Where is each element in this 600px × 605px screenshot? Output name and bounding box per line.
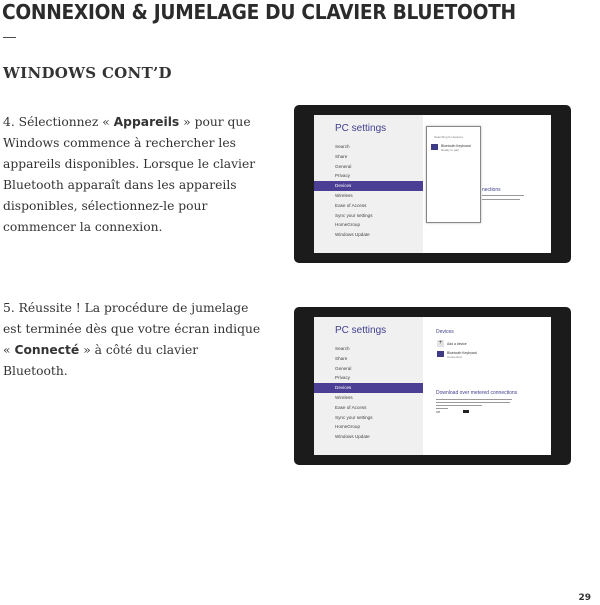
settings-menu — [314, 142, 423, 240]
menu-item-general[interactable]: General — [335, 163, 352, 169]
metered-heading-partial: nections — [482, 187, 501, 193]
menu-item-windows-update[interactable]: Windows Update — [335, 434, 370, 440]
settings-menu — [314, 344, 423, 442]
menu-item-devices[interactable]: Devices — [314, 383, 423, 393]
menu-item-sync[interactable]: Sync your settings — [335, 212, 373, 218]
keyboard-icon — [431, 144, 438, 150]
popup-device-name[interactable]: Bluetooth Keyboard — [441, 144, 471, 148]
step-4-rest: » pour que Windows commence à rechercher les appareils disponibles. Lorsque le clavier Bluetooth apparaît dans les appareils disponibles, sélectionnez-le pour commencer la connexion. — [3, 115, 256, 234]
menu-item-devices[interactable]: Devices — [314, 181, 423, 191]
metered-text-line — [436, 399, 512, 400]
keyboard-icon — [437, 351, 444, 357]
pc-settings-screen — [314, 317, 551, 455]
menu-item-ease-of-access[interactable]: Ease of Access — [335, 404, 367, 410]
step-4-bold: Appareils — [113, 115, 180, 129]
menu-item-homegroup[interactable]: HomeGroup — [335, 424, 361, 430]
metered-text-line — [482, 199, 520, 200]
step-4-lead: 4. Sélectionnez « — [3, 115, 114, 129]
menu-item-wireless[interactable]: Wireless — [335, 394, 353, 400]
metered-text-line — [436, 405, 482, 406]
menu-item-windows-update[interactable]: Windows Update — [335, 232, 370, 238]
device-status: Connected — [447, 355, 462, 359]
step-5-bold: Connecté — [14, 343, 80, 357]
settings-left-pane — [314, 317, 423, 455]
section-subtitle: WINDOWS CONT’D — [3, 64, 172, 82]
settings-left-pane — [314, 115, 423, 253]
pc-settings-title: PC settings — [335, 325, 387, 336]
menu-item-privacy[interactable]: Privacy — [335, 375, 351, 381]
add-icon[interactable]: + — [438, 340, 443, 346]
metered-heading: Download over metered connections — [436, 390, 518, 396]
metered-text-line — [482, 195, 524, 196]
tablet-screenshot-connected — [294, 307, 571, 465]
menu-item-share[interactable]: Share — [335, 355, 348, 361]
add-device-popup — [426, 126, 481, 223]
menu-item-search[interactable]: Search — [335, 346, 350, 351]
toggle-label: Off — [436, 410, 440, 414]
step-5-lead: 5. Réussite ! La procédure de jumelage est terminée dès que votre écran indique « — [3, 301, 261, 357]
menu-item-sync[interactable]: Sync your settings — [335, 414, 373, 420]
menu-item-general[interactable]: General — [335, 365, 352, 371]
metered-text-line — [436, 402, 510, 403]
popup-header: Searching for devices — [434, 135, 463, 139]
menu-item-wireless[interactable]: Wireless — [335, 192, 353, 198]
devices-heading: Devices — [436, 329, 454, 335]
step-5-paragraph — [3, 298, 263, 382]
page-number: 29 — [578, 593, 591, 603]
page-title: CONNEXION & JUMELAGE DU CLAVIER BLUETOOTH — [2, 0, 516, 24]
settings-right-pane — [423, 115, 551, 253]
menu-item-ease-of-access[interactable]: Ease of Access — [335, 202, 367, 208]
add-device-label[interactable]: Add a device — [447, 342, 467, 346]
tablet-screenshot-searching — [294, 105, 571, 263]
popup-device-status: Ready to pair — [441, 148, 459, 152]
settings-right-pane — [423, 317, 551, 455]
menu-item-privacy[interactable]: Privacy — [335, 173, 351, 179]
menu-item-share[interactable]: Share — [335, 153, 348, 159]
step-5-rest: » à côté du clavier Bluetooth. — [3, 343, 199, 378]
step-4-paragraph — [3, 112, 263, 238]
device-name[interactable]: Bluetooth Keyboard — [447, 351, 477, 355]
title-dash: — — [3, 29, 16, 44]
menu-item-homegroup[interactable]: HomeGroup — [335, 222, 361, 228]
menu-item-search[interactable]: Search — [335, 144, 350, 149]
pc-settings-title: PC settings — [335, 123, 387, 134]
pc-settings-screen — [314, 115, 551, 253]
metered-toggle[interactable] — [463, 410, 469, 413]
metered-text-line — [436, 408, 448, 409]
